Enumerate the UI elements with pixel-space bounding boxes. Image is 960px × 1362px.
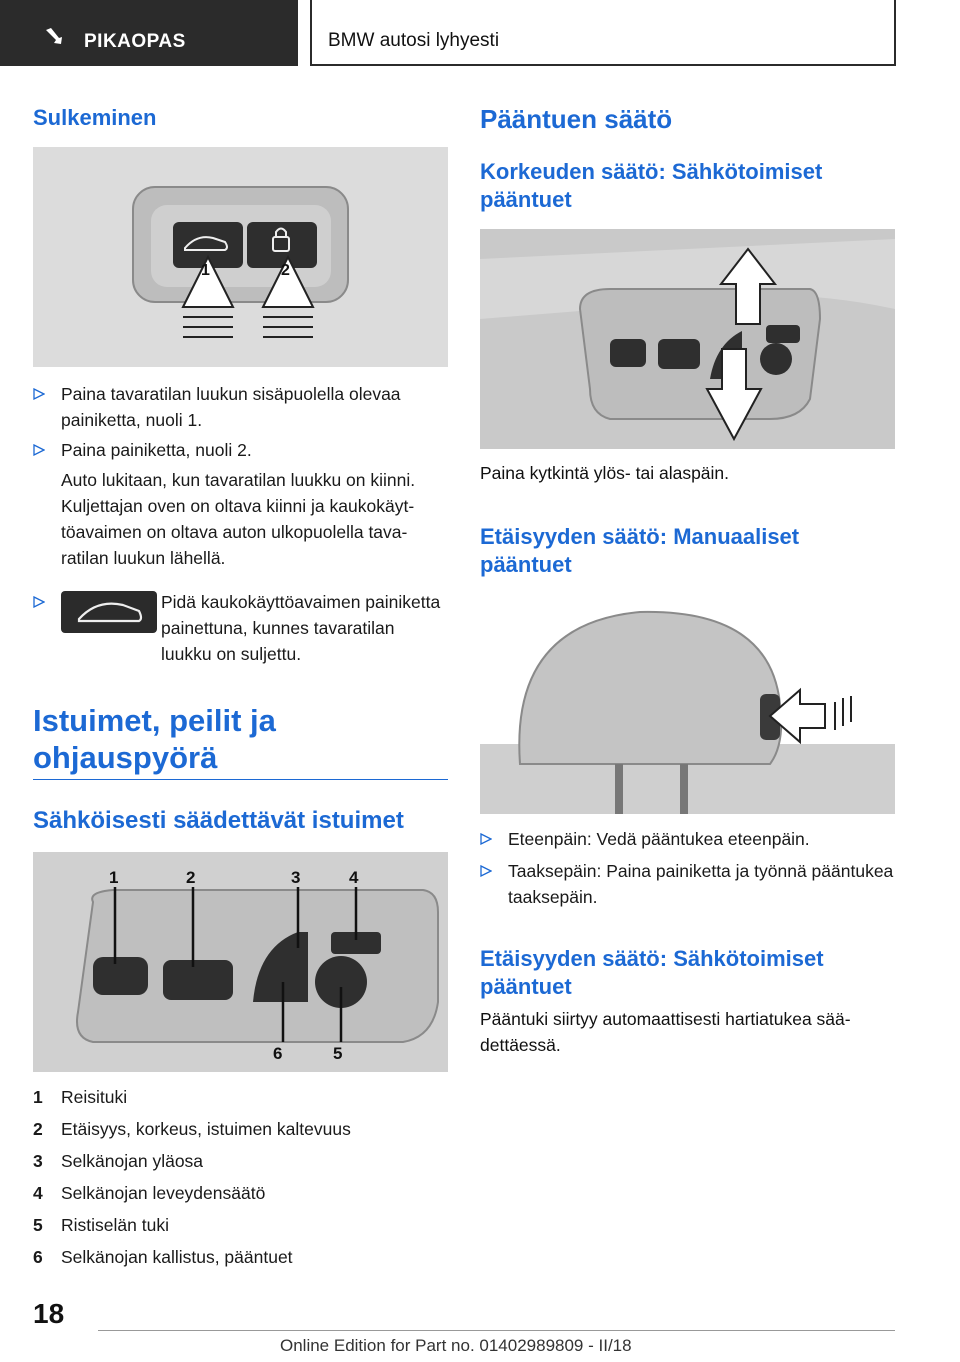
footer-divider (98, 1330, 895, 1331)
chapter-tab[interactable] (310, 0, 896, 66)
list-item: Eteenpäin: Vedä pääntukea eteenpäin. (480, 826, 895, 852)
seat-figure-label-5: 5 (333, 1044, 343, 1063)
list-item: Pidä kaukokäyttöavaimen painiketta painettuna, kunnes tavaratilan luukku on suljettu. (33, 589, 448, 667)
bullet-triangle-icon (480, 865, 492, 877)
seat-figure-label-4: 4 (349, 868, 359, 887)
footer-edition: Online Edition for Part no. 01402989809 - II/18 (280, 1336, 632, 1355)
closing-heading: Sulkeminen (33, 105, 157, 130)
section-heading: Istuimet, peilit ja ohjauspyörä (33, 703, 276, 775)
trunk-buttons-figure (33, 147, 448, 367)
list-item: 1 Reisituki (33, 1087, 128, 1107)
headrest-manual-figure (480, 594, 895, 814)
headrest-heading: Pääntuen säätö (480, 104, 673, 134)
page-number: 18 (33, 1298, 65, 1329)
closing-figure-label-2: 2 (281, 262, 290, 279)
section-tab-label: PIKAOPAS (84, 31, 186, 52)
list-item: 4 Selkänojan leveydensäätö (33, 1183, 266, 1203)
height-instruction: Paina kytkintä ylös- tai alaspäin. (480, 463, 730, 483)
bullet-triangle-icon (33, 388, 45, 400)
dist-electric-heading: Etäisyyden säätö: Sähkötoimiset pääntuet (480, 946, 824, 999)
bullet-triangle-icon (33, 596, 45, 608)
height-heading: Korkeuden säätö: Sähkötoimiset pääntuet (480, 159, 823, 212)
section-tab[interactable] (0, 0, 298, 66)
remote-trunk-key-icon (61, 591, 157, 633)
section-divider (33, 779, 448, 780)
closing-figure-label-1: 1 (201, 262, 210, 279)
dist-electric-text: Pääntuki siirtyy automaattisesti hartiatukea säädettäessä. (480, 1009, 851, 1055)
headrest-height-switch-figure (480, 229, 895, 449)
quick-guide-icon (44, 26, 64, 46)
seat-figure-label-1: 1 (109, 868, 119, 887)
seat-figure-label-2: 2 (186, 868, 196, 887)
chapter-tab-label: BMW autosi lyhyesti (328, 30, 500, 51)
list-item: Paina painiketta, nuoli 2. (33, 437, 448, 463)
seat-controls-figure (33, 852, 448, 1072)
list-item: 3 Selkänojan yläosa (33, 1151, 204, 1171)
dist-manual-heading: Etäisyyden säätö: Manuaaliset pääntuet (480, 524, 800, 577)
seats-heading: Sähköisesti säädettävät istuimet (33, 807, 404, 834)
bullet-triangle-icon (480, 833, 492, 845)
list-item: Paina tavaratilan luukun sisäpuolella olevaa painiketta, nuoli 1. (33, 381, 448, 433)
list-item: Taaksepäin: Paina painiketta ja työnnä pääntukea taaksepäin. (480, 858, 895, 910)
list-item: 6 Selkänojan kallistus, pääntuet (33, 1247, 293, 1267)
closing-note: Auto lukitaan, kun tavaratilan luukku on kiinni. Kuljettajan oven on oltava kiinni ja kaukokäyttöavaimen on oltava auton ulkopuolella tavaratilan luukun lähellä. (61, 470, 416, 568)
seat-figure-label-6: 6 (273, 1044, 283, 1063)
seat-figure-label-3: 3 (291, 868, 301, 887)
page-header (0, 0, 960, 66)
seat-legend (33, 1081, 448, 1273)
list-item: 5 Ristiselän tuki (33, 1215, 169, 1235)
list-item: 2 Etäisyys, korkeus, istuimen kaltevuus (33, 1119, 351, 1139)
bullet-triangle-icon (33, 444, 45, 456)
